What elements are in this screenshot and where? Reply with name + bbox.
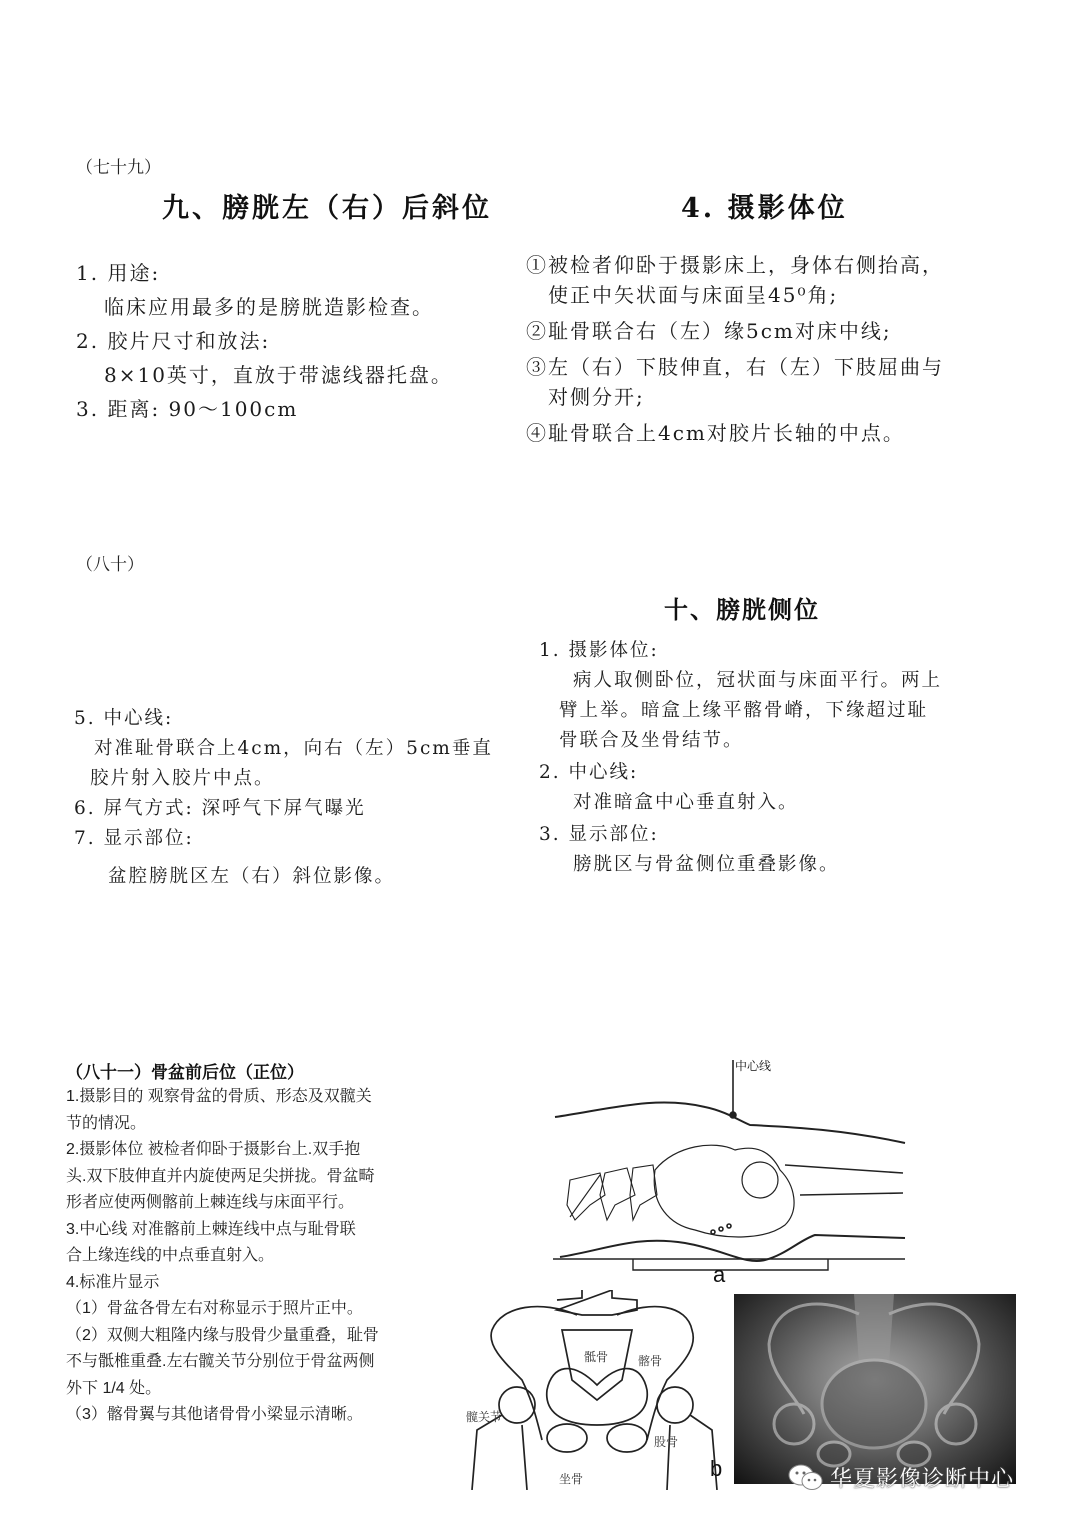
position-line-1b: 使正中矢状面与床面呈45⁰角; [548,283,839,307]
lateral-centerline-text: 对准暗盒中心垂直射入。 [573,792,799,813]
centerline-label: 5. 中心线: [74,708,174,729]
lateral-position-label: 1. 摄影体位: [539,640,659,661]
figure-a-lateral-pelvis-drawing [545,1055,915,1290]
lateral-display-text: 膀胱区与骨盆侧位重叠影像。 [573,854,840,875]
s81-line-6: 3.中心线 对准髂前上棘连线中点与耻骨联 [66,1220,356,1238]
lateral-position-line-2: 臂上举。暗盒上缘平髂骨嵴，下缘超过耻 [559,700,929,721]
position-line-3: ③左（右）下肢伸直，右（左）下肢屈曲与 [526,355,944,379]
figure-b-ap-pelvis-drawing [462,1290,730,1490]
item-film-label: 2. 胶片尺寸和放法: [76,329,271,353]
breath-label: 6. 屏气方式: 深呼气下屏气曝光 [74,798,366,819]
watermark [788,1462,1014,1493]
figure-a-caption: a [713,1262,726,1287]
centerline-line-1: 对准耻骨联合上4cm，向右（左）5cm垂直 [94,738,493,759]
s81-line-4: 头.双下肢伸直并内旋使两足尖拼拢。骨盆畸 [66,1167,375,1185]
item-purpose-text: 临床应用最多的是膀胱造影检查。 [104,295,434,319]
s81-line-5: 形者应使两侧髂前上棘连线与床面平行。 [66,1194,355,1211]
section-80-left-list [74,704,493,892]
position-title: 4. 摄影体位 [681,193,848,224]
wechat-icon [788,1464,824,1492]
position-line-1: ①被检者仰卧于摄影床上，身体右侧抬高， [526,253,944,277]
section-80-tag: （八十） [76,555,144,574]
s81-line-11: 不与骶椎重叠.左右髋关节分别位于骨盆两侧 [66,1353,375,1370]
central-line-label: 中心线 [735,1059,772,1073]
s81-line-7: 合上缘连线的中点垂直射入。 [66,1247,275,1264]
watermark-text: 华夏影像诊断中心 [830,1466,1015,1491]
lateral-position-line-3: 骨联合及坐骨结节。 [559,730,744,751]
label-ilium: 髂骨 [638,1354,663,1368]
display-label: 7. 显示部位: [74,828,194,849]
label-ischium: 坐骨 [559,1472,584,1486]
ap-pelvis-illustration [462,1290,730,1490]
section-79-tag: （七十九） [76,158,161,177]
s81-line-13: （3）髂骨翼与其他诸骨骨小梁显示清晰。 [66,1406,363,1423]
label-femur: 股骨 [654,1435,679,1449]
s81-line-10: （2）双侧大粗隆内缘与股骨少量重叠，耻骨 [66,1326,379,1344]
position-line-2: ②耻骨联合右（左）缘5cm对床中线; [526,319,892,343]
s81-line-8: 4.标准片显示 [66,1273,160,1291]
item-film-text: 8×10英寸，直放于带滤线器托盘。 [104,363,453,387]
section-80-title: 十、膀胱侧位 [664,595,820,624]
label-sacrum: 骶骨 [584,1350,609,1364]
pelvis-xray-image [734,1294,1016,1484]
lateral-display-label: 3. 显示部位: [539,824,659,845]
section-80-right-list [539,636,942,880]
section-79-title: 九、膀胱左（右）后斜位 [162,193,492,224]
display-text: 盆腔膀胱区左（右）斜位影像。 [108,866,396,887]
lateral-position-line-1: 病人取侧卧位，冠状面与床面平行。两上 [573,670,943,691]
section-79-left-list [76,256,453,426]
position-list [526,248,944,450]
lateral-centerline-label: 2. 中心线: [539,762,639,783]
figure-b-caption: b [710,1456,723,1481]
s81-line-9: （1）骨盆各骨左右对称显示于照片正中。 [66,1300,363,1317]
lateral-pelvis-illustration [545,1055,915,1290]
section-81-title: （八十一）骨盆前后位（正位） [66,1063,304,1082]
section-81-text [66,1084,379,1429]
position-line-4: ④耻骨联合上4cm对胶片长轴的中点。 [526,421,905,445]
s81-line-1: 1.摄影目的 观察骨盆的骨质、形态及双髋关 [66,1088,372,1105]
item-distance: 3. 距离: 90～100cm [76,397,299,421]
xray-bone-shapes [734,1294,1016,1484]
position-line-3b: 对侧分开; [548,385,645,409]
s81-line-12: 外下 1/4 处。 [66,1379,162,1397]
label-hip-joint: 髋关节 [466,1410,503,1424]
s81-line-3: 2.摄影体位 被检者仰卧于摄影台上.双手抱 [66,1141,361,1158]
centerline-line-2: 胶片射入胶片中点。 [90,768,275,789]
s81-line-2: 节的情况。 [66,1114,147,1132]
item-purpose-label: 1. 用途: [76,261,161,285]
